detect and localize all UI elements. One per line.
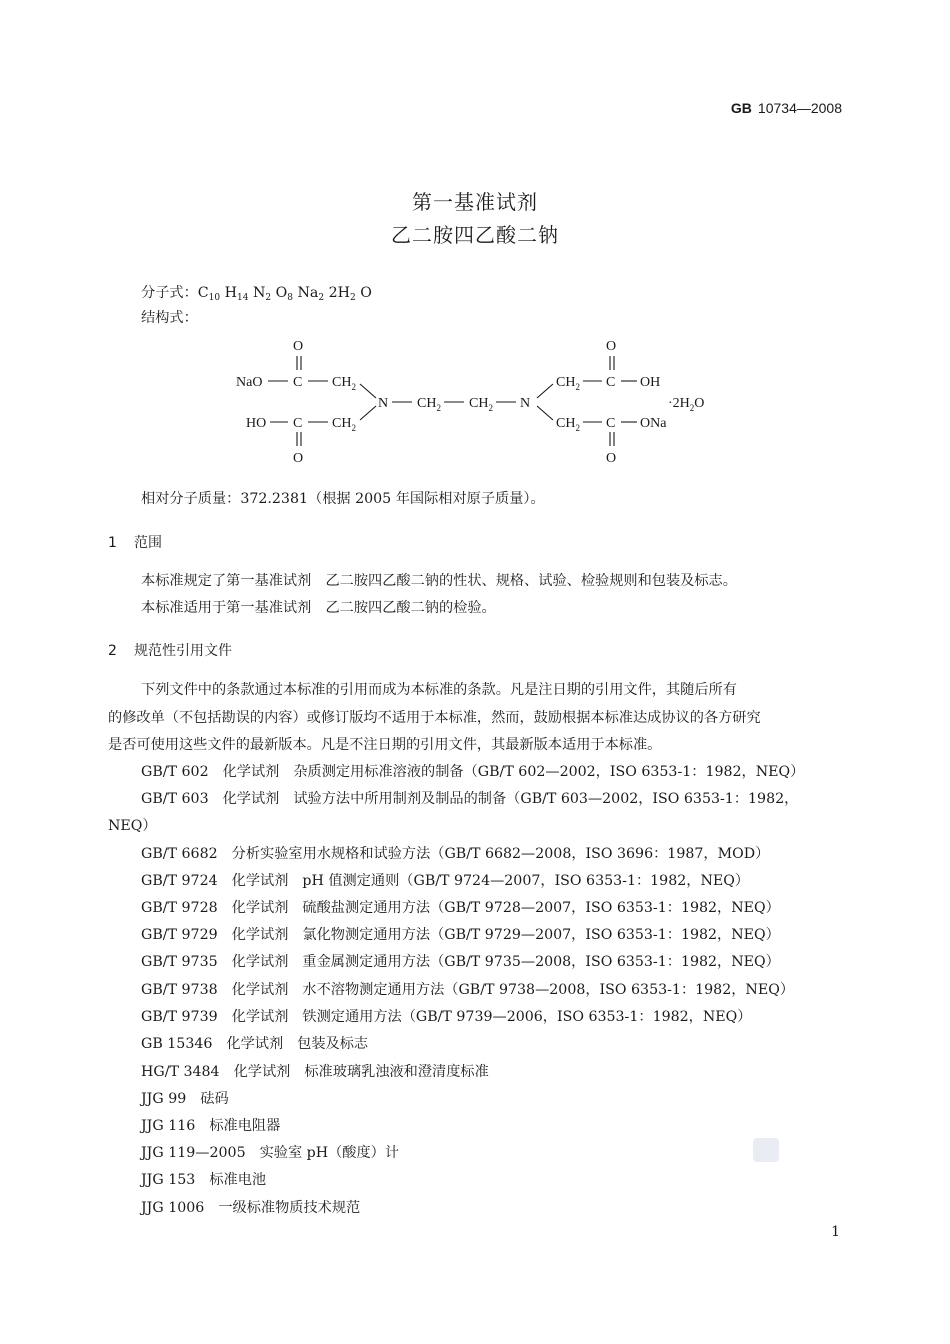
reference-item xyxy=(141,953,780,971)
atom-o: O xyxy=(293,451,304,466)
atom-oh: OH xyxy=(640,375,661,390)
sub: 2 xyxy=(351,423,356,433)
ref-code: GB/T 9724 xyxy=(141,873,218,889)
formula-hydrate: 2H xyxy=(328,285,351,301)
ref-title: 试验方法中所用制剂及制品的制备（GB/T 603—2002，ISO 6353-1：1982， xyxy=(293,791,799,807)
hydrate-o: O xyxy=(694,396,705,411)
formula-hydrate-o: O xyxy=(360,285,372,301)
atom-c: C xyxy=(606,375,616,390)
section-number: 2 xyxy=(108,643,117,659)
formula-h: H xyxy=(224,285,237,301)
reference-item xyxy=(141,872,749,890)
ref-code: GB/T 9735 xyxy=(141,954,218,970)
formula-na: Na xyxy=(297,285,319,301)
sub: 2 xyxy=(488,403,493,413)
ref-title: 标准电阻器 xyxy=(209,1118,281,1134)
sub: 2 xyxy=(265,293,272,303)
ref-code: GB/T 9738 xyxy=(141,982,218,998)
section-heading-references xyxy=(108,640,232,660)
ch: CH xyxy=(469,396,489,411)
reference-item xyxy=(141,981,794,999)
reference-item xyxy=(141,1090,229,1108)
standard-number: 10734—2008 xyxy=(757,100,842,116)
hydrate-h: ·2H xyxy=(668,396,690,411)
atom-c: C xyxy=(606,416,616,431)
ref-category: 化学试剂 xyxy=(222,764,280,780)
ref-code: GB/T 602 xyxy=(141,764,209,780)
ref-title: 包装及标志 xyxy=(297,1036,369,1052)
ref-code: HG/T 3484 xyxy=(141,1064,220,1080)
ref-title: 杂质测定用标准溶液的制备（GB/T 602—2002，ISO 6353-1：1982，NEQ） xyxy=(293,764,805,780)
reference-item xyxy=(141,1063,489,1081)
reference-item xyxy=(141,845,769,863)
ref-title: 硫酸盐测定通用方法（GB/T 9728—2007，ISO 6353-1：1982，NEQ） xyxy=(302,900,780,916)
ref-title: 铁测定通用方法（GB/T 9739—2006，ISO 6353-1：1982，NEQ） xyxy=(302,1009,752,1025)
ref-code: GB/T 9729 xyxy=(141,927,218,943)
atom-c: C xyxy=(293,416,303,431)
ref-code: JJG 153 xyxy=(141,1172,196,1188)
ref-title: 标准玻璃乳浊液和澄清度标准 xyxy=(304,1064,489,1080)
hydrate xyxy=(668,396,704,413)
reference-item xyxy=(141,1035,368,1053)
sub: 2 xyxy=(575,423,580,433)
ref-title: 分析实验室用水规格和试验方法（GB/T 6682—2008，ISO 3696：1987，MOD） xyxy=(231,846,770,862)
sub: 2 xyxy=(318,293,325,303)
ref-code: GB/T 6682 xyxy=(141,846,218,862)
ref-category: 化学试剂 xyxy=(231,982,289,998)
ref-code: JJG 116 xyxy=(141,1118,196,1134)
sub: 8 xyxy=(287,293,293,303)
ref-code: GB/T 603 xyxy=(141,791,209,807)
ref-category: 化学试剂 xyxy=(231,1009,289,1025)
ch: CH xyxy=(332,375,352,390)
bond xyxy=(360,406,376,420)
atom-ch2 xyxy=(556,375,580,392)
title-line-2: 乙二胺四乙酸二钠 xyxy=(391,223,559,247)
atom-nao: NaO xyxy=(236,375,263,390)
atom-n: N xyxy=(378,396,389,411)
ref-category: 化学试剂 xyxy=(222,791,280,807)
section-title: 范围 xyxy=(134,535,162,551)
ch: CH xyxy=(332,416,352,431)
ref-code: JJG 99 xyxy=(141,1091,187,1107)
reference-item xyxy=(141,1008,751,1026)
ref-code: GB/T 9739 xyxy=(141,1009,218,1025)
bond xyxy=(360,384,376,398)
ref-category: 化学试剂 xyxy=(231,873,289,889)
structure-label: 结构式： xyxy=(141,310,198,326)
formula-o: O xyxy=(275,285,288,301)
ref-title: 水不溶物测定通用方法（GB/T 9738—2008，ISO 6353-1：1982，NEQ） xyxy=(302,982,795,998)
section-heading-scope xyxy=(108,532,162,552)
ch: CH xyxy=(556,416,576,431)
reference-item xyxy=(141,926,780,944)
ref-category: 化学试剂 xyxy=(233,1064,291,1080)
section-title: 规范性引用文件 xyxy=(134,643,232,659)
ref-code: GB/T 9728 xyxy=(141,900,218,916)
sub: 2 xyxy=(689,403,695,413)
ref-title: 标准电池 xyxy=(209,1172,267,1188)
bond xyxy=(537,384,553,398)
sub: 2 xyxy=(350,293,356,303)
formula-n: N xyxy=(252,285,266,301)
ch: CH xyxy=(417,396,437,411)
reference-item xyxy=(141,1144,399,1162)
reference-item xyxy=(141,1199,360,1217)
reference-item xyxy=(141,763,804,781)
formula-c: C xyxy=(197,285,209,301)
atom-o: O xyxy=(606,451,617,466)
intro-paragraph-line: 是否可使用这些文件的最新版本。凡是不注日期的引用文件，其最新版本适用于本标准。 xyxy=(108,737,662,753)
atom-ho: HO xyxy=(246,416,267,431)
reference-item xyxy=(141,790,798,808)
molecular-formula xyxy=(141,284,372,307)
ref-title: 重金属测定通用方法（GB/T 9735—2008，ISO 6353-1：1982，NEQ） xyxy=(302,954,780,970)
atom-ch2 xyxy=(332,375,356,392)
atom-o: O xyxy=(293,339,304,354)
ref-category: 化学试剂 xyxy=(231,927,289,943)
sub: 2 xyxy=(575,382,580,392)
reference-item xyxy=(141,1171,266,1189)
sub: 14 xyxy=(236,293,249,303)
scope-paragraph: 本标准适用于第一基准试剂 乙二胺四乙酸二钠的检验。 xyxy=(141,600,496,616)
ref-category: 化学试剂 xyxy=(231,900,289,916)
reference-continuation: NEQ） xyxy=(108,818,157,834)
ref-title: pH 值测定通则（GB/T 9724—2007，ISO 6353-1：1982，NEQ） xyxy=(302,873,750,889)
atom-ch2 xyxy=(469,396,493,413)
reference-item xyxy=(141,899,780,917)
reference-item xyxy=(141,1117,280,1135)
atom-ch2 xyxy=(556,416,580,433)
atom-ch2 xyxy=(417,396,441,413)
atom-ona: ONa xyxy=(640,416,667,431)
section-number: 1 xyxy=(108,535,117,551)
atom-c: C xyxy=(293,375,303,390)
standard-code xyxy=(731,100,842,116)
atom-o: O xyxy=(606,339,617,354)
ref-title: 砝码 xyxy=(200,1091,229,1107)
ref-category: 化学试剂 xyxy=(231,954,289,970)
ch: CH xyxy=(556,375,576,390)
intro-paragraph-line: 下列文件中的条款通过本标准的引用而成为本标准的条款。凡是注日期的引用文件，其随后所有 xyxy=(141,682,737,698)
ref-category: 化学试剂 xyxy=(226,1036,284,1052)
watermark-logo-icon xyxy=(753,1138,779,1162)
atom-ch2 xyxy=(332,416,356,433)
standard-prefix: GB xyxy=(730,100,752,116)
sub: 2 xyxy=(436,403,441,413)
title-line-1: 第一基准试剂 xyxy=(412,190,538,214)
relative-molecular-mass: 相对分子质量：372.2381（根据 2005 年国际相对原子质量）。 xyxy=(141,491,545,507)
ref-code: GB 15346 xyxy=(141,1036,213,1052)
ref-title: 实验室 pH（酸度）计 xyxy=(259,1145,400,1161)
structural-formula xyxy=(0,330,950,470)
ref-title: 一级标准物质技术规范 xyxy=(218,1200,361,1216)
page-number: 1 xyxy=(831,1224,840,1240)
sub: 2 xyxy=(351,382,356,392)
formula-label: 分子式： xyxy=(141,285,198,301)
bond xyxy=(537,406,553,420)
atom-n: N xyxy=(520,396,531,411)
sub: 10 xyxy=(208,293,221,303)
ref-code: JJG 1006 xyxy=(141,1200,205,1216)
scope-paragraph: 本标准规定了第一基准试剂 乙二胺四乙酸二钠的性状、规格、试验、检验规则和包装及标志。 xyxy=(141,573,737,589)
ref-title: 氯化物测定通用方法（GB/T 9729—2007，ISO 6353-1：1982，NEQ） xyxy=(302,927,780,943)
ref-code: JJG 119—2005 xyxy=(141,1145,246,1161)
intro-paragraph-line: 的修改单（不包括勘误的内容）或修订版均不适用于本标准，然而，鼓励根据本标准达成协议的各方研究 xyxy=(108,710,761,726)
